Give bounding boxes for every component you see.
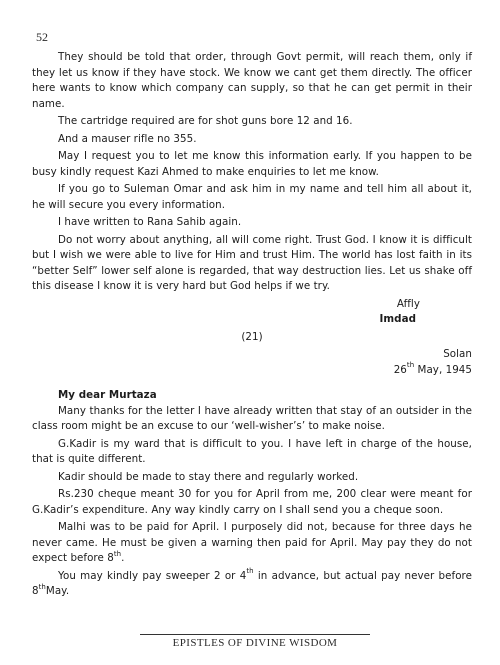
letter-body [32,50,472,602]
paragraph [32,520,472,567]
sweeper-text: You may kindly pay sweeper 2 or 4 [58,569,247,582]
paragraph: And a mauser rifle no 355. [58,132,197,145]
paragraph: I have written to Rana Sahib again. [58,216,242,228]
date-day: 26 [393,363,407,376]
signature: Imdad [379,313,416,325]
malhi-text: Malhi was to be paid for April. I purposely did not, because for three days he never came. He must be given a warning then paid for April. May pay they do not expect before 8 [32,521,472,564]
paragraph [32,569,472,600]
salutation: My dear Murtaza [58,389,157,401]
paragraph: Do not worry about anything, all will come right. Trust God. I know it is difficult but I wish we were able to live for Him and trust Him. The world has lost faith in its “better Self” lower self alone is regarded, that way destruction lies. Let us shake off this disease I know it is very hard but God helps if we try. [32,233,472,292]
date [32,363,472,379]
paragraph: They should be told that order, through Govt permit, will reach them, only if they let us know if they have stock. We know we cant get them directly. The officer here wants to know which company can supply, so that he can get permit in their name. [32,51,472,110]
sweeper-text-2: in advance, but actual pay never before 8 [32,569,472,597]
paragraph: Kadir should be made to stay there and regularly worked. [58,470,359,483]
place: Solan [443,348,472,360]
footer-rule [140,634,370,635]
date-suffix: th [406,361,415,370]
footer-title: EPISTLES OF DIVINE WISDOM [172,637,338,649]
paragraph: Many thanks for the letter I have already written that stay of an outsider in the class room might be an excuse to our ‘well-wisher’s’ to make noise. [32,404,472,432]
sweeper-sup-1: th [246,567,254,576]
sweeper-end: May. [45,585,70,597]
spacer [32,378,472,384]
closing: Affly [396,297,420,310]
page-number: 52 [36,30,48,44]
paragraph: If you go to Suleman Omar and ask him in my name and tell him all about it, he will secure you every information. [32,183,472,211]
paragraph: G.Kadir is my ward that is difficult to you. I have left in charge of the house, that is quite different. [32,437,472,465]
paragraph: The cartridge required are for shot guns bore 12 and 16. [58,115,353,127]
sweeper-sup-2: th [38,582,46,591]
paragraph: Rs.230 cheque meant 30 for you for April from me, 200 clear were meant for G.Kadir’s expenditure. Any way kindly carry on I shall send you a cheque soon. [32,488,472,516]
malhi-sup: th [113,549,122,558]
letter-number: (21) [241,330,263,343]
date-rest: May, 1945 [414,363,472,376]
malhi-end: . [121,552,125,564]
paragraph: May I request you to let me know this information early. If you happen to be busy kindly request Kazi Ahmed to make enquiries to let me know. [32,150,472,178]
